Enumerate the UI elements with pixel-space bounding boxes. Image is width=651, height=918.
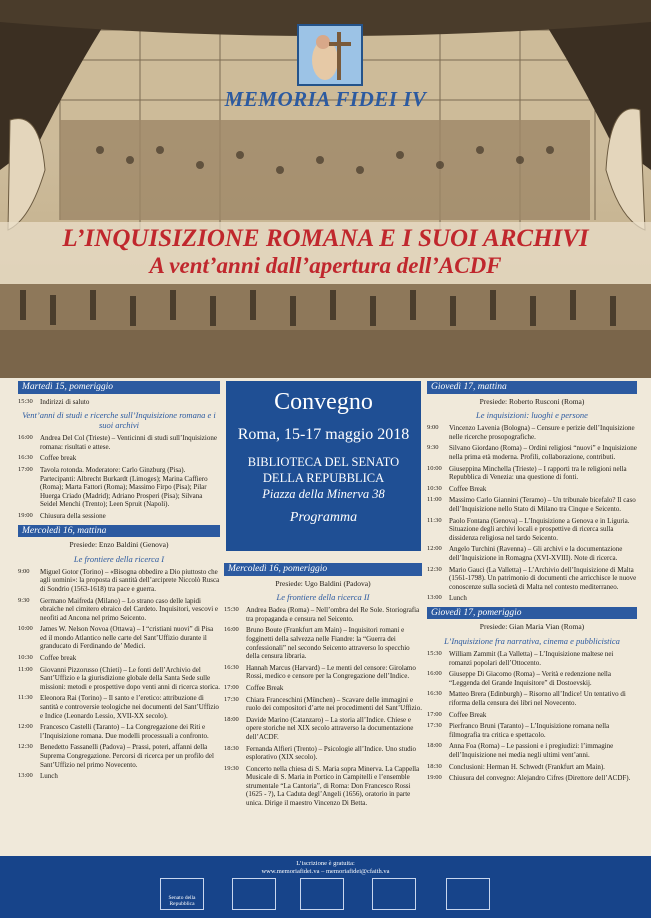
program-time: 17:00 [18, 465, 33, 473]
program-item [427, 545, 637, 562]
program-item [18, 694, 220, 720]
subtitle: A vent’anni dall’apertura dell’ACDF [149, 253, 502, 278]
main-title: L’INQUISIZIONE ROMANA E I SUOI ARCHIVI [62, 225, 589, 252]
venue-line1: BIBLIOTECA DEL SENATO [247, 455, 400, 469]
program-time: 13:00 [427, 594, 442, 602]
program-item [18, 466, 220, 509]
program-time: 10:30 [18, 654, 33, 662]
chair: Presiede: Gian Maria Vian (Roma) [479, 622, 585, 632]
program-time: 12:30 [18, 743, 33, 751]
program-item [224, 745, 422, 762]
program-time: 10:30 [427, 484, 442, 492]
program-time: 16:00 [224, 626, 239, 634]
program-item [18, 743, 220, 769]
program-item [427, 517, 637, 543]
program-text: Tavola rotonda. Moderatore: Carlo Ginzburg (Pisa). Partecipanti: Albrecht Burkardt (Limoges); Marina Caffiero (Roma); Marta Fattori (Roma); Massimo Firpo (Pisa); Pilar Huerga Criado (Madrid); Adriano Prosperi (Pisa); Silvana Seidel Menchi (Trento); Leen Spruit (Napoli). [40, 465, 208, 509]
registration-note: L’iscrizione è gratuita: [296, 860, 355, 867]
program-time: 10:00 [18, 625, 33, 633]
session-title: Vent’anni di studi e ricerche sull’Inquisizione romana e i suoi archivi [22, 410, 216, 431]
program-item [224, 716, 422, 742]
program-text: Giuseppina Minchella (Trieste) – I rapporti tra le religioni nella Repubblica di Venezia: una questione di fonti. [449, 464, 627, 482]
program-item [18, 723, 220, 740]
day-header: Giovedì 17, mattina [427, 381, 637, 394]
partner-logo-3 [372, 878, 416, 910]
program-time: 15:30 [427, 650, 442, 658]
program-item [427, 424, 637, 441]
program-time: 11:00 [427, 496, 442, 504]
program-text: Angelo Turchini (Ravenna) – Gli archivi e la documentazione dell’Inquisizione in Romagna (XVI-XVIII). Note di ricerca. [449, 545, 623, 562]
program-time: 9:00 [427, 424, 439, 432]
program-text: Andrea Badea (Roma) – Nell’ombra del Re Sole. Storiografia tra propaganda e censura nel Seicento. [246, 606, 420, 623]
memoria-fidei-title: MEMORIA FIDEI IV [224, 87, 427, 111]
program-time: 19:30 [224, 764, 239, 772]
program-time: 17:30 [224, 695, 239, 703]
program-text: Silvano Giordano (Roma) – Ordini religiosi “nuovi” e Inquisizione nella prima età moderna. Profili, collaborazione, contributi. [449, 444, 637, 461]
session-title: Le inquisizioni: luoghi e persone [476, 410, 588, 421]
convegno-box [226, 381, 421, 551]
program-time: 13:00 [18, 772, 33, 780]
program-text: Paolo Fontana (Genova) – L’Inquisizione a Genova e in Liguria. Situazione degli archivi locali e prospettive di ricerca sulla dissidenza religiosa nel tardo Seicento. [449, 516, 630, 542]
convegno-dates: Roma, 15-17 maggio 2018 [237, 426, 410, 443]
program-text: Benedetto Fassanelli (Padova) – Prassi, poteri, affanni della Suprema Congregazione. Percorsi di ricerca per un profilo del Sant’Uffizio nel primo Novecento. [40, 743, 214, 769]
program-item [224, 626, 422, 660]
day-header: Martedì 15, pomeriggio [18, 381, 220, 394]
program-item [224, 696, 422, 713]
day-header: Mercoledì 16, pomeriggio [224, 563, 422, 576]
program-text: Chiara Franceschini (München) – Scavare delle immagini e ruolo dei compositori d’arte nei procedimenti del Sant’Uffizio. [246, 695, 422, 713]
column-left [18, 381, 220, 784]
program-text: Coffee Break [449, 710, 487, 719]
program-time: 9:30 [427, 444, 439, 452]
program-item [427, 722, 637, 739]
program-item [427, 496, 637, 513]
program-item [18, 772, 220, 781]
program-time: 17:30 [427, 722, 442, 730]
session-title: Le frontiere della ricerca II [276, 592, 370, 603]
chair: Presiede: Ugo Baldini (Padova) [275, 578, 371, 588]
program-text: Conclusioni: Herman H. Schwedt (Frankfurt am Main). [449, 762, 605, 771]
program-text: William Zammit (La Valletta) – L’Inquisizione maltese nei romanzi popolari dell’Ottocento. [449, 650, 614, 667]
partner-logo-2 [300, 878, 344, 910]
program-item [18, 597, 220, 623]
venue-address: Piazza della Minerva 38 [262, 487, 385, 501]
program-item [427, 670, 637, 687]
convegno-title: Convegno [274, 389, 373, 415]
program-time: 18:00 [224, 715, 239, 723]
program-item [224, 765, 422, 808]
program-text: Eleonora Rai (Torino) – Il santo e l’eretico: attribuzione di santità e controversie teologiche nei documenti del Sant’Uffizio e Indice (Leonardo Lessio, XVII-XX secolo). [40, 694, 219, 720]
program-time: 16:30 [18, 454, 33, 462]
program-text: Pierfranco Bruni (Taranto) – L’Inquisizione romana nella filmografia tra critica e spettacolo. [449, 722, 610, 739]
footer-text [0, 860, 651, 876]
chair: Presiede: Enzo Baldini (Genova) [69, 540, 169, 550]
program-item [224, 684, 422, 693]
program-text: Germano Maifreda (Milano) – Lo strano caso delle lapidi ebraiche nel cimitero ebraico del Cardeto. Inquisitori, vescovi e neofiti ad Ancona nel primo Seicento. [40, 596, 219, 622]
program-item [427, 566, 637, 592]
program-time: 12:00 [18, 723, 33, 731]
program-text: Concerto nella chiesa di S. Maria sopra Minerva. La Cappella Musicale di S. Maria in Portico in Campitelli e l’ensemble strumentale “La Cantoria”, di Roma: Don Francesco Rossi (1625 - ?), La Caduta degl’Angeli (1656), oratorio in parte unica. Dirige il maestro Vincenzo Di Betta. [246, 764, 420, 808]
program-item [427, 742, 637, 759]
day-header: Giovedì 17, pomeriggio [427, 607, 637, 620]
program-item [18, 654, 220, 663]
program-item [427, 690, 637, 707]
program-text: Chiusura del convegno: Alejandro Cifres (Direttore dell’ACDF). [449, 774, 631, 783]
program-text: Giuseppe Di Giacomo (Roma) – Verità e redenzione nella “Leggenda del Grande Inquisitore” di Dostoevskij. [449, 670, 611, 687]
program-item [18, 666, 220, 692]
program-item [427, 594, 637, 603]
contact-links[interactable]: www.memoriafidei.va – memoriafidei@cfaith.va [261, 868, 390, 875]
program-time: 11:30 [427, 516, 442, 524]
program-text: Chiusura della sessione [40, 511, 106, 520]
program-text: Miguel Gotor (Torino) – «Bisogna obbedire a Dio piuttosto che agli uomini»: la proposta di santità dell’arciprete Niccolò Rusca di Sondrio (1563-1618) tra pace e guerra. [40, 567, 220, 593]
chair: Presiede: Roberto Rusconi (Roma) [479, 396, 585, 406]
program-item [427, 650, 637, 667]
program-time: 19:00 [427, 774, 442, 782]
senato-logo: Senato della Repubblica [160, 878, 204, 910]
program-time: 15:30 [224, 606, 239, 614]
program-time: 18:00 [427, 742, 442, 750]
program-item [224, 606, 422, 623]
memoria-fidei-logo [297, 24, 363, 86]
program-time: 12:30 [427, 565, 442, 573]
program-time: 15:30 [18, 397, 33, 405]
program-item [427, 763, 637, 772]
program-item [427, 711, 637, 720]
program-item [18, 434, 220, 451]
program-time: 19:00 [18, 511, 33, 519]
hero-engraving [0, 0, 651, 378]
program-item [18, 625, 220, 651]
program-time: 17:00 [224, 683, 239, 691]
program-time: 18:30 [427, 762, 442, 770]
program-text: Coffee Break [449, 484, 487, 493]
program-item [427, 444, 637, 461]
program-item [18, 398, 220, 407]
program-time: 16:00 [18, 434, 33, 442]
program-time: 9:30 [18, 596, 30, 604]
program-time: 16:00 [427, 670, 442, 678]
program-text: James W. Nelson Novoa (Ottawa) – I “cristiani nuovi” di Pisa ed il mondo Atlantico nelle carte del Sant’Uffizio durante il granducato di Ferdinando de’ Medici. [40, 625, 214, 651]
column-middle [224, 563, 422, 811]
program-text: Indirizzi di saluto [40, 397, 90, 406]
program-text: Mario Gauci (La Valletta) – L’Archivio dell’Inquisizione di Malta (1561-1798). Un patrimonio di documenti che arricchisce le nuove conoscenze sulla società di Malta nel contesto mediterraneo. [449, 565, 637, 591]
program-text: Lunch [449, 594, 467, 603]
program-item [18, 568, 220, 594]
program-text: Coffee break [40, 654, 77, 663]
program-time: 18:30 [224, 744, 239, 752]
program-text: Matteo Brera (Edinburgh) – Risorno all’Indice! Un tentativo di riforma della censura dei libri nel Novecento. [449, 690, 626, 708]
program-text: Andrea Del Col (Trieste) – Venticinni di studi sull’Inquisizione romana: risultati e attese. [40, 434, 217, 451]
program-time: 17:00 [427, 710, 442, 718]
program-time: 11:30 [18, 694, 33, 702]
program-time: 12:00 [427, 545, 442, 553]
program-text: Hannah Marcus (Harvard) – Le menti del censore: Girolamo Rossi, medico e censore per la Congregazione dell’Indice. [246, 663, 416, 681]
venue-line2: DELLA REPUBBLICA [262, 471, 385, 485]
session-title: L’Inquisizione fra narrativa, cinema e pubblicistica [444, 636, 620, 647]
program-item [18, 512, 220, 521]
program-text: Lunch [40, 772, 58, 781]
program-time: 16:30 [427, 690, 442, 698]
program-text: Fernanda Alfieri (Trento) – Psicologie all’Indice. Uno studio esplorativo (XIX secolo). [246, 744, 417, 762]
program-item [18, 454, 220, 463]
program-text: Francesco Castelli (Taranto) – La Congregazione dei Riti e l’Inquisizione romana. Due modelli processuali a confronto. [40, 723, 209, 740]
memoria-fidei-small-logo [446, 878, 490, 910]
program-text: Coffee Break [246, 683, 284, 692]
session-title: Le frontiere della ricerca I [73, 553, 165, 564]
program-text: Vincenzo Lavenia (Bologna) – Censure e perizie dell’Inquisizione nelle ricerche prosopografiche. [449, 424, 635, 441]
program-time: 16:30 [224, 663, 239, 671]
programma-label: Programma [289, 510, 358, 525]
program-text: Massimo Carlo Giannini (Teramo) – Un tribunale bicefalo? Il caso dell’Inquisizione nello Stato di Milano tra Cinque e Seicento. [449, 496, 636, 513]
column-right [427, 381, 637, 786]
program-text: Bruno Boute (Frankfurt am Main) – Inquisitori romani e fogginetti della salvezza nelle Fiandre: la “Guerra dei confessionali” nel secondo Seicento attraverso lo specchio della censura libraria. [246, 626, 410, 661]
program-text: Giovanni Pizzorusso (Chieti) – Le fonti dell’Archivio del Sant’Uffizio e la giurisdizione globale della Santa Sede sulle missioni: metodi e prospettive dopo venti anni di ricerca storica. [40, 665, 221, 691]
program-item [427, 465, 637, 482]
partner-logo-1 [232, 878, 276, 910]
program-time: 11:00 [18, 665, 33, 673]
program-time: 9:00 [18, 567, 30, 575]
program-text: Davide Marino (Catanzaro) – La storia all’Indice. Chiese e opere storiche nel XIX secolo attraverso la documentazione dell’ACDF. [246, 715, 414, 741]
program-item [224, 664, 422, 681]
program-item [427, 485, 637, 494]
program-text: Coffee break [40, 454, 77, 463]
program-time: 10:00 [427, 464, 442, 472]
program-text: Anna Foa (Roma) – Le passioni e i pregiudizi: l’immagine dell’Inquisizione nei media negli ultimi vent’anni. [449, 742, 614, 759]
day-header: Mercoledì 16, mattina [18, 525, 220, 538]
program-item [427, 774, 637, 783]
footer [0, 856, 651, 918]
